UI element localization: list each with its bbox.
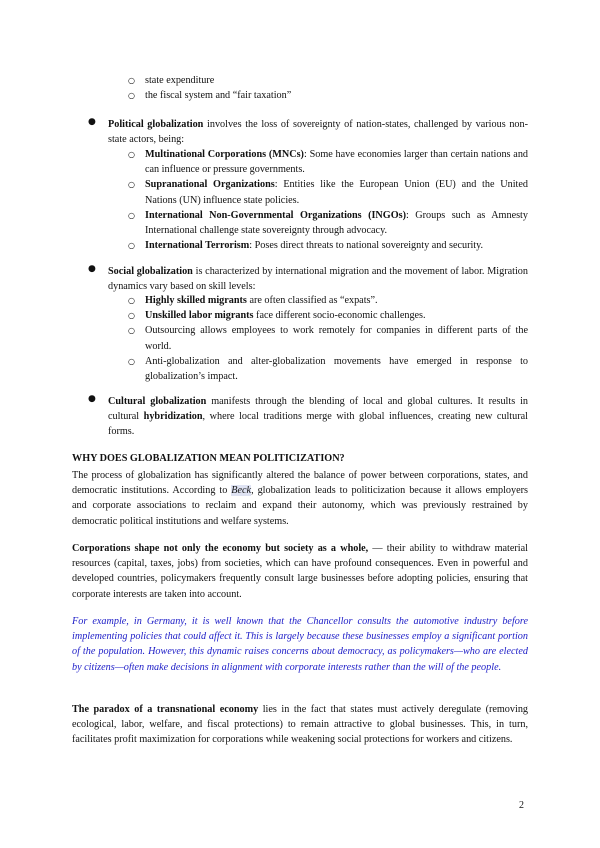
social-sub-list <box>145 293 528 384</box>
item-text: Outsourcing allows employees to work remotely for companies in different parts of the world. <box>145 325 528 352</box>
list-item <box>145 354 528 384</box>
term-bold: Political globalization <box>108 119 204 130</box>
term-description: , where local traditions merge with global influences, creating new cultural forms. <box>108 411 528 438</box>
paragraph-paradox <box>72 702 528 748</box>
list-item: ○ the fiscal system and “fair taxation” <box>145 88 528 103</box>
paragraph-corporations <box>72 541 528 602</box>
political-globalization-text <box>108 117 528 147</box>
item-text: : Entities like the European Union (EU) and the United Nations (UN) influence state policies. <box>145 179 528 206</box>
list-item <box>145 147 528 177</box>
bullet-dot-icon: ● <box>88 394 96 404</box>
para-text: The process of globalization has significantly altered the balance of power between corporations, states, and democratic institutions. According to <box>72 470 528 497</box>
item-text: Anti-globalization and alter-globalization movements have emerged in response to globalization’s impact. <box>145 355 528 383</box>
highlighted-name: Beck <box>231 485 252 497</box>
list-item <box>145 238 528 253</box>
list-item: ○ state expenditure <box>145 73 528 88</box>
political-globalization-bullet <box>88 117 528 147</box>
paragraph-germany-example: For example, in Germany, it is well known that the Chancellor consults the automotive industry before implementing policies that could affect it. This is largely because these businesses employ a significant portion of the population. However, this dynamic raises concerns about democracy, as policymakers—who are elected by citizens—often make decisions in alignment with corporate interests rather than the will of the people. <box>72 616 528 673</box>
social-globalization-bullet <box>88 264 528 294</box>
item-term: Multinational Corporations (MNCs) <box>145 149 304 160</box>
list-item <box>145 308 528 323</box>
item-term: Unskilled labor migrants <box>145 310 254 322</box>
term-bold: Social globalization <box>108 266 193 277</box>
bullet-dot-icon: ● <box>88 117 96 127</box>
cultural-globalization-bullet <box>88 394 528 440</box>
term-description: is characterized by international migration and the movement of labor. Migration dynamics vary based on skill levels: <box>108 266 528 293</box>
bullet-dot-icon: ● <box>88 264 96 274</box>
item-text: : Some have economies larger than certain nations and can influence or pressure governments. <box>145 149 529 176</box>
list-item <box>145 323 528 353</box>
term-bold: Cultural globalization <box>108 396 207 407</box>
item-term: International Non-Governmental Organizations (INGOs) <box>145 209 406 221</box>
para-bold: Corporations shape not only the economy but society as a whole, <box>72 543 369 554</box>
list-item <box>145 177 528 207</box>
social-globalization-text <box>108 264 528 294</box>
item-term: Highly skilled migrants <box>145 295 247 306</box>
list-item <box>145 208 528 238</box>
item-text: are often classified as “expats”. <box>246 295 378 306</box>
paragraph-beck <box>72 468 528 529</box>
para-text: , globalization leads to politicization because it allows employers and corporate associations to reclaim and expand their autonomy, which was previously restrained by democratic political institutions and welfare systems. <box>72 485 528 527</box>
item-term: International Terrorism <box>145 240 250 252</box>
para-text: — their ability to withdraw material resources (capital, taxes, jobs) from societies, which can have profound consequences. Even in powerful and developed countries, policymakers frequently consult large businesses before adopting policies, ensuring that corporate interests are taken into account. <box>72 543 528 600</box>
para-bold: The paradox of a transnational economy <box>72 704 259 715</box>
term-description: involves the loss of sovereignty of nation-states, challenged by various non-state actors, being: <box>108 119 528 146</box>
list-item <box>145 293 528 308</box>
top-sub-list <box>145 73 528 103</box>
page-number: 2 <box>519 800 524 811</box>
term-description: manifests through the blending of local and global cultures. It results in cultural <box>108 396 528 423</box>
item-text: : Groups such as Amnesty International challenge state sovereignty through advocacy. <box>145 209 528 237</box>
item-text: face different socio-economic challenges. <box>253 310 426 322</box>
term-bold: hybridization <box>143 411 203 423</box>
item-term: Supranational Organizations <box>145 179 275 191</box>
item-text: : Poses direct threats to national sovereignty and security. <box>249 240 484 252</box>
section-heading: WHY DOES GLOBALIZATION MEAN POLITICIZATION? <box>72 453 345 464</box>
cultural-globalization-text <box>108 394 528 440</box>
para-text: lies in the fact that states must actively deregulate (removing ecological, labor, welfare, and fiscal protections) to remain attractive to global businesses. This, in turn, facilitates profit maximization for corporations while weakening social protections for workers and citizens. <box>72 704 529 746</box>
political-sub-list <box>145 147 528 253</box>
